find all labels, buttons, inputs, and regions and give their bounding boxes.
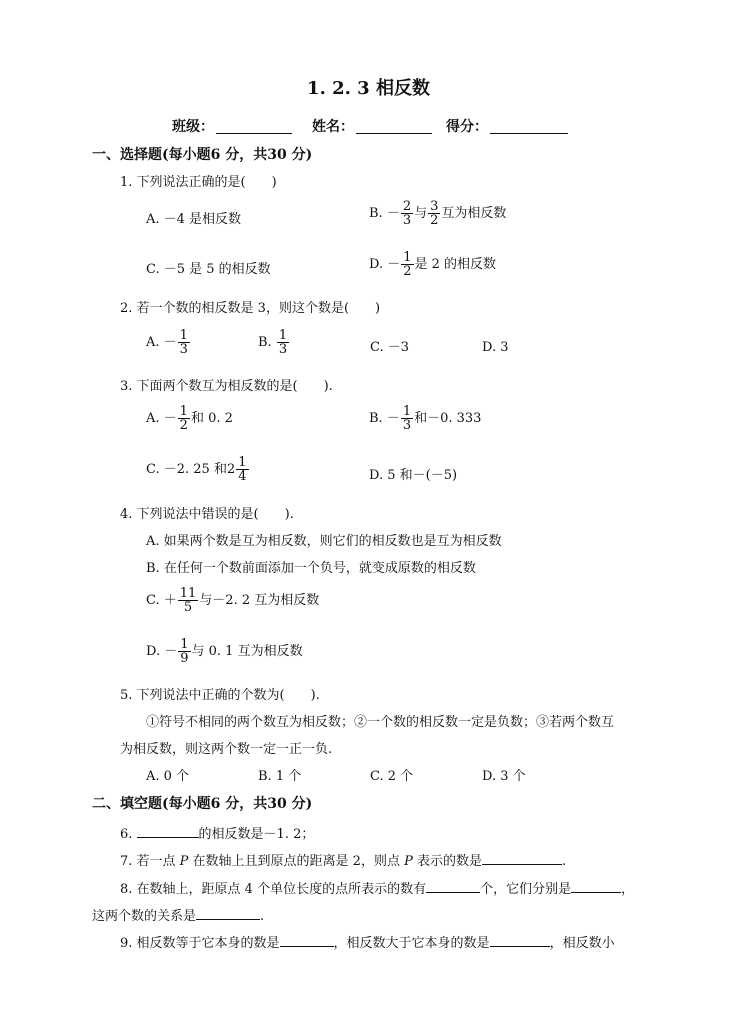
answer-blank[interactable]: [137, 825, 199, 838]
q3-option-b: B. － $\frac{1}{3}$ 和－0. 333: [369, 404, 482, 433]
q3-stem: 3. 下面两个数互为相反数的是( ).: [120, 379, 333, 394]
class-blank: [216, 119, 292, 134]
fraction: $\frac{1}{3}$: [179, 328, 188, 357]
q1-option-a: A. －4 是相反数: [146, 212, 242, 227]
class-field: [172, 119, 292, 134]
name-label: 姓名：: [312, 119, 354, 135]
answer-blank[interactable]: [571, 880, 621, 893]
fraction: $\frac{3}{2}$: [430, 199, 439, 228]
score-field: [446, 119, 568, 134]
q3-option-c: C. －2. 25 和2 $\frac{1}{4}$: [146, 455, 247, 484]
q5-option-d: D. 3 个: [482, 769, 526, 784]
q4-option-a: A. 如果两个数是互为相反数，则它们的相反数也是互为相反数: [146, 534, 502, 549]
q5-body-line1: ①符号不相同的两个数互为相反数；②一个数的相反数一定是负数；③若两个数互: [146, 715, 615, 730]
q1-option-c: C. －5 是 5 的相反数: [146, 262, 271, 277]
q2-option-b: B. $\frac{1}{3}$: [258, 328, 288, 357]
name-field: [312, 119, 432, 134]
q5-option-c: C. 2 个: [370, 769, 414, 784]
score-blank: [490, 119, 568, 134]
page-title: 1. 2. 3 相反数: [307, 78, 430, 99]
q5-body-line2: 为相反数，则这两个数一定一正一负.: [120, 742, 333, 757]
q9: 9. 相反数等于它本身的数是 ，相反数大于它本身的数是 ，相反数小: [120, 936, 615, 951]
q7: 7. 若一点 P 在数轴上且到原点的距离是 2，则点 P 表示的数是 .: [120, 854, 567, 869]
q6: 6. 的相反数是－1. 2；: [120, 827, 315, 842]
q3-option-a: A. － $\frac{1}{2}$ 和 0. 2: [146, 404, 233, 433]
q4-option-c: C. ＋ $\frac{11}{5}$ 与－2. 2 互为相反数: [146, 586, 320, 615]
score-label: 得分：: [446, 119, 488, 135]
q5-stem: 5. 下列说法中正确的个数为( ).: [120, 688, 320, 703]
q1-option-d: D. － $\frac{1}{2}$ 是 2 的相反数: [369, 250, 497, 279]
section-choice-heading: 一、选择题(每小题6 分，共30 分): [92, 147, 313, 163]
q4-stem: 4. 下列说法中错误的是( ).: [120, 507, 294, 522]
fraction: $\frac{11}{5}$: [179, 586, 197, 615]
q1-option-b: B. － $\frac{2}{3}$ 与 $\frac{3}{2}$ 互为相反数: [369, 199, 507, 228]
q4-option-d: D. － $\frac{1}{9}$ 与 0. 1 互为相反数: [146, 637, 303, 666]
q2-option-d: D. 3: [482, 340, 509, 355]
answer-blank[interactable]: [482, 852, 562, 865]
q8-line2: 这两个数的关系是 .: [92, 909, 265, 924]
fraction: $\frac{1}{9}$: [180, 637, 189, 666]
q2-stem: 2. 若一个数的相反数是 3，则这个数是( ): [120, 301, 381, 316]
answer-blank[interactable]: [196, 907, 260, 920]
answer-blank[interactable]: [426, 880, 480, 893]
fraction: $\frac{2}{3}$: [402, 199, 412, 228]
q2-option-a: A. － $\frac{1}{3}$: [146, 328, 188, 357]
q1-stem: 1. 下列说法正确的是( ): [120, 175, 277, 190]
q2-option-c: C. －3: [370, 340, 410, 355]
fraction: $\frac{1}{2}$: [179, 404, 188, 433]
fraction: $\frac{1}{4}$: [238, 455, 247, 484]
answer-blank[interactable]: [490, 934, 550, 947]
q4-option-b: B. 在任何一个数前面添加一个负号，就变成原数的相反数: [146, 561, 476, 576]
section-fill-heading: 二、填空题(每小题6 分，共30 分): [92, 796, 313, 812]
fraction: $\frac{1}{3}$: [402, 404, 412, 433]
q5-option-b: B. 1 个: [258, 769, 302, 784]
fraction: $\frac{1}{2}$: [403, 250, 412, 279]
name-blank: [356, 119, 432, 134]
q5-option-a: A. 0 个: [146, 769, 190, 784]
q3-option-d: D. 5 和－(－5): [369, 468, 458, 483]
fraction: $\frac{1}{3}$: [278, 328, 288, 357]
class-label: 班级：: [172, 119, 214, 135]
q8: 8. 在数轴上，距原点 4 个单位长度的点所表示的数有 个，它们分别是 ，: [120, 882, 635, 897]
answer-blank[interactable]: [280, 934, 334, 947]
